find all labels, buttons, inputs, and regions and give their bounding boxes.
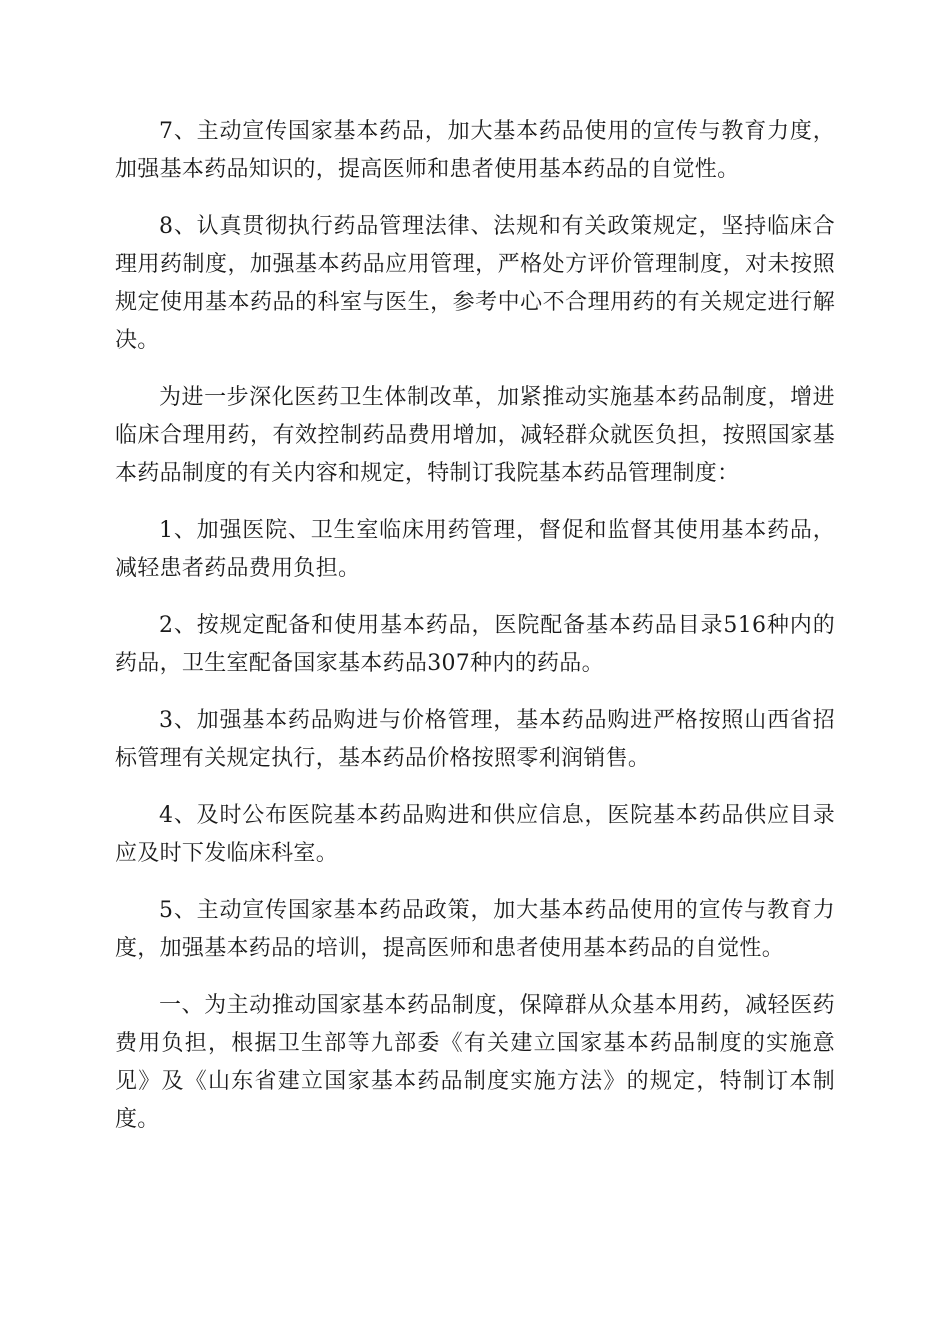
- paragraph-item-3: 3、加强基本药品购进与价格管理，基本药品购进严格按照山西省招标管理有关规定执行，基本药品价格按照零利润销售。: [115, 708, 835, 771]
- paragraph-item-4: 4、及时公布医院基本药品购进和供应信息，医院基本药品供应目录应及时下发临床科室。: [115, 803, 835, 866]
- paragraph-item-5: 5、主动宣传国家基本药品政策，加大基本药品使用的宣传与教育力度，加强基本药品的培训，提高医师和患者使用基本药品的自觉性。: [115, 898, 835, 961]
- document-body: [115, 113, 835, 1158]
- paragraph-item-1: 1、加强医院、卫生室临床用药管理，督促和监督其使用基本药品，减轻患者药品费用负担。: [115, 518, 835, 581]
- paragraph-section-one: 一、为主动推动国家基本药品制度，保障群从众基本用药，减轻医药费用负担，根据卫生部等九部委《有关建立国家基本药品制度的实施意见》及《山东省建立国家基本药品制度实施方法》的规定，特制订本制度。: [115, 993, 835, 1132]
- paragraph-item-8: 8、认真贯彻执行药品管理法律、法规和有关政策规定，坚持临床合理用药制度，加强基本药品应用管理，严格处方评价管理制度，对未按照规定使用基本药品的科室与医生，参考中心不合理用药的有关规定进行解决。: [115, 214, 835, 353]
- paragraph-item-2: 2、按规定配备和使用基本药品，医院配备基本药品目录516种内的药品，卫生室配备国家基本药品307种内的药品。: [115, 613, 835, 676]
- paragraph-item-7: 7、主动宣传国家基本药品，加大基本药品使用的宣传与教育力度，加强基本药品知识的，提高医师和患者使用基本药品的自觉性。: [115, 119, 835, 182]
- paragraph-intro: 为进一步深化医药卫生体制改革，加紧推动实施基本药品制度，增进临床合理用药，有效控制药品费用增加，减轻群众就医负担，按照国家基本药品制度的有关内容和规定，特制订我院基本药品管理制度：: [115, 385, 835, 486]
